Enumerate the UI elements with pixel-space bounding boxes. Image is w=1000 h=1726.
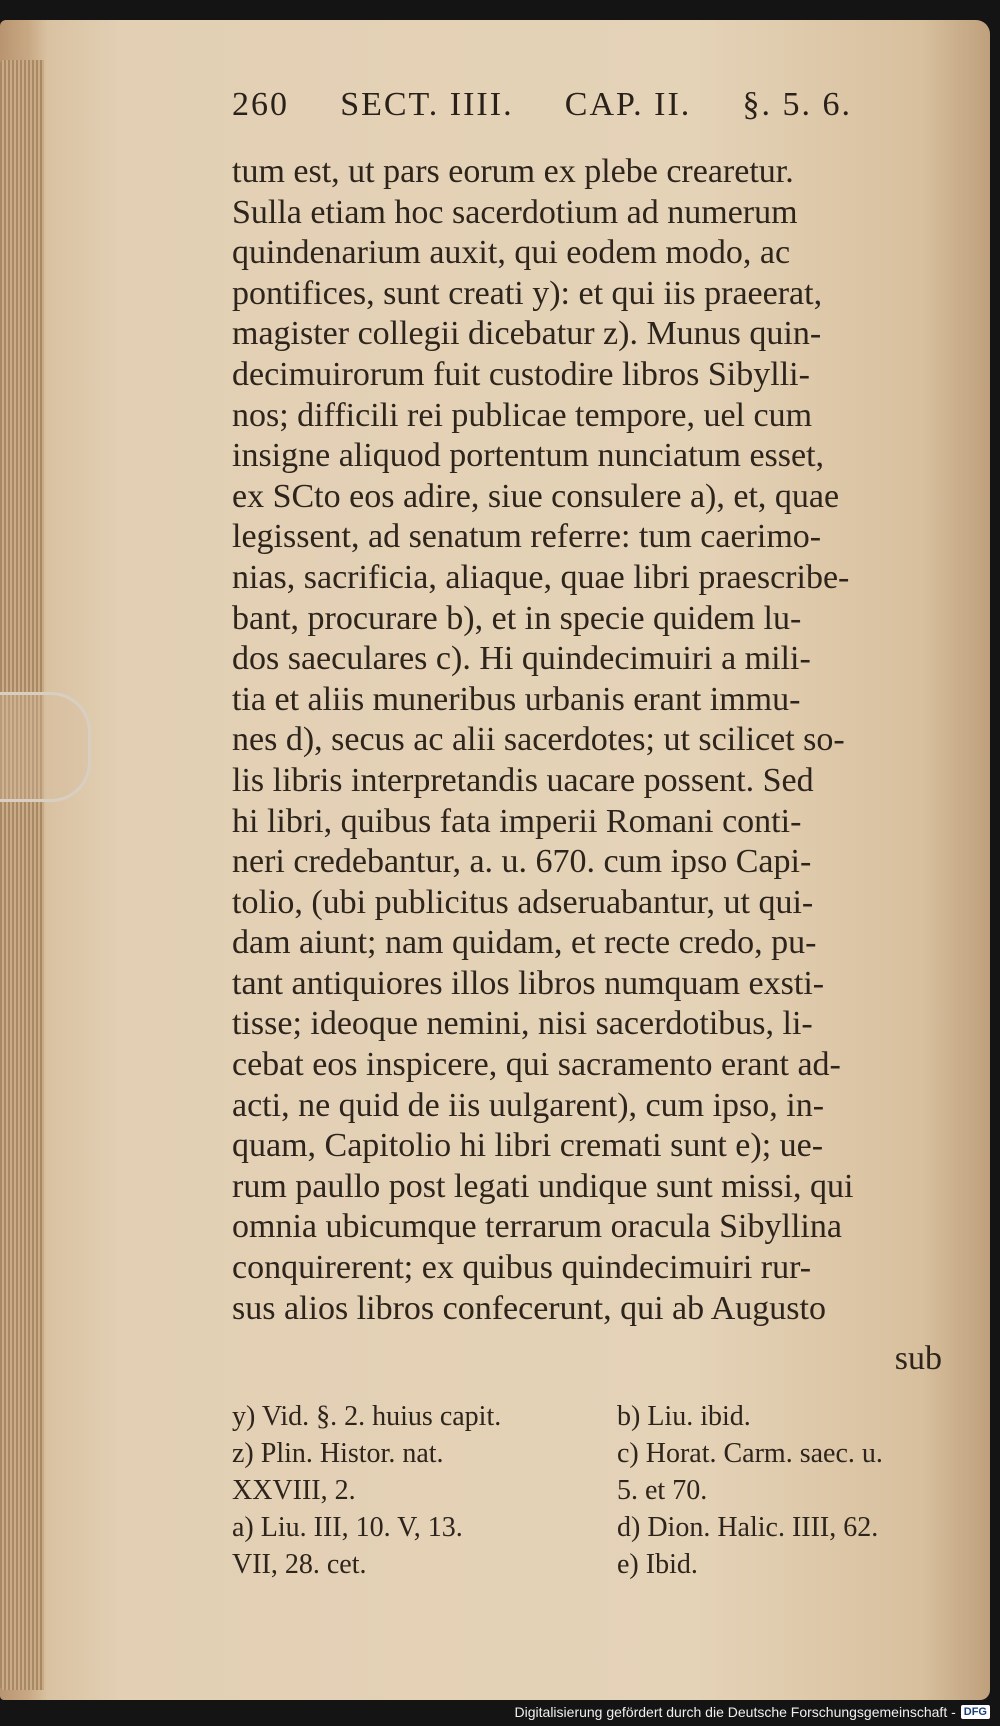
footnote: y) Vid. §. 2. huius capit. bbox=[232, 1401, 502, 1432]
text-line: neri credebantur, a. u. 670. cum ipso Capi- bbox=[232, 843, 812, 881]
text-line: rum paullo post legati undique sunt missi, qui bbox=[232, 1167, 854, 1205]
body-text bbox=[232, 152, 952, 1329]
footnote: XXVIII, 2. bbox=[232, 1475, 356, 1506]
running-header bbox=[232, 86, 852, 124]
header-chapter: CAP. II. bbox=[564, 86, 692, 123]
footnote: VII, 28. cet. bbox=[232, 1549, 367, 1580]
digitization-credit bbox=[515, 1704, 990, 1720]
footnote: a) Liu. III, 10. V, 13. bbox=[232, 1512, 463, 1543]
text-line: nos; difficili rei publicae tempore, uel cum bbox=[232, 396, 813, 434]
credit-text: Digitalisierung gefördert durch die Deutsche Forschungsgemeinschaft - bbox=[514, 1704, 956, 1720]
text-line: conquirerent; ex quibus quindecimuiri rur- bbox=[232, 1249, 812, 1287]
text-line: insigne aliquod portentum nunciatum esset, bbox=[232, 437, 825, 475]
text-line: quam, Capitolio hi libri cremati sunt e); ue- bbox=[232, 1127, 824, 1165]
text-line: dos saeculares c). Hi quindecimuiri a mili- bbox=[232, 640, 811, 678]
footnote: z) Plin. Histor. nat. bbox=[232, 1438, 444, 1469]
footnotes bbox=[232, 1398, 972, 1583]
text-line: tia et aliis muneribus urbanis erant immu- bbox=[232, 680, 801, 718]
text-line: lis libris interpretandis uacare possent. Sed bbox=[232, 761, 814, 799]
text-line: cebat eos inspicere, qui sacramento erant ad- bbox=[232, 1046, 841, 1084]
text-line: pontifices, sunt creati y): et qui iis praeerat, bbox=[232, 274, 823, 312]
bookmark-tab bbox=[0, 692, 91, 802]
text-line: bant, procurare b), et in specie quidem lu- bbox=[232, 599, 802, 637]
footnote: e) Ibid. bbox=[617, 1549, 698, 1580]
page-edges bbox=[0, 60, 44, 1690]
header-paragraphs: §. 5. 6. bbox=[742, 86, 852, 123]
text-line: ex SCto eos adire, siue consulere a), et, quae bbox=[232, 477, 840, 515]
header-section: SECT. IIII. bbox=[340, 86, 514, 123]
text-line: sus alios libros confecerunt, qui ab Augusto bbox=[232, 1289, 826, 1327]
text-line: Sulla etiam hoc sacerdotium ad numerum bbox=[232, 193, 798, 231]
footnotes-right-column bbox=[617, 1398, 972, 1583]
text-line: tolio, (ubi publicitus adseruabantur, ut qui- bbox=[232, 883, 814, 921]
text-line: tisse; ideoque nemini, nisi sacerdotibus, li- bbox=[232, 1005, 813, 1043]
footnote: d) Dion. Halic. IIII, 62. bbox=[617, 1512, 879, 1543]
text-line: legissent, ad senatum referre: tum caerimo- bbox=[232, 518, 822, 556]
text-line: magister collegii dicebatur z). Munus quin- bbox=[232, 315, 822, 353]
text-line: decimuirorum fuit custodire libros Sibylli- bbox=[232, 355, 810, 393]
text-line: tum est, ut pars eorum ex plebe crearetur. bbox=[232, 153, 794, 190]
footnotes-left-column bbox=[232, 1398, 587, 1583]
dfg-logo: DFG bbox=[961, 1705, 990, 1719]
text-line: dam aiunt; nam quidam, et recte credo, pu- bbox=[232, 924, 817, 962]
text-line: omnia ubicumque terrarum oracula Sibyllina bbox=[232, 1208, 842, 1246]
text-line: nes d), secus ac alii sacerdotes; ut scilicet so- bbox=[232, 721, 845, 759]
footnote: c) Horat. Carm. saec. u. bbox=[617, 1438, 883, 1469]
text-line: nias, sacrificia, aliaque, quae libri praescribe- bbox=[232, 558, 850, 596]
footnote: 5. et 70. bbox=[617, 1475, 708, 1506]
page-number: 260 bbox=[232, 86, 289, 123]
text-line: hi libri, quibus fata imperii Romani conti- bbox=[232, 802, 802, 840]
footnote: b) Liu. ibid. bbox=[617, 1401, 751, 1432]
catchword: sub bbox=[894, 1340, 942, 1377]
text-line: quindenarium auxit, qui eodem modo, ac bbox=[232, 234, 791, 272]
text-line: acti, ne quid de iis uulgarent), cum ipso, in- bbox=[232, 1086, 825, 1124]
text-line: tant antiquiores illos libros numquam exsti- bbox=[232, 964, 825, 1002]
